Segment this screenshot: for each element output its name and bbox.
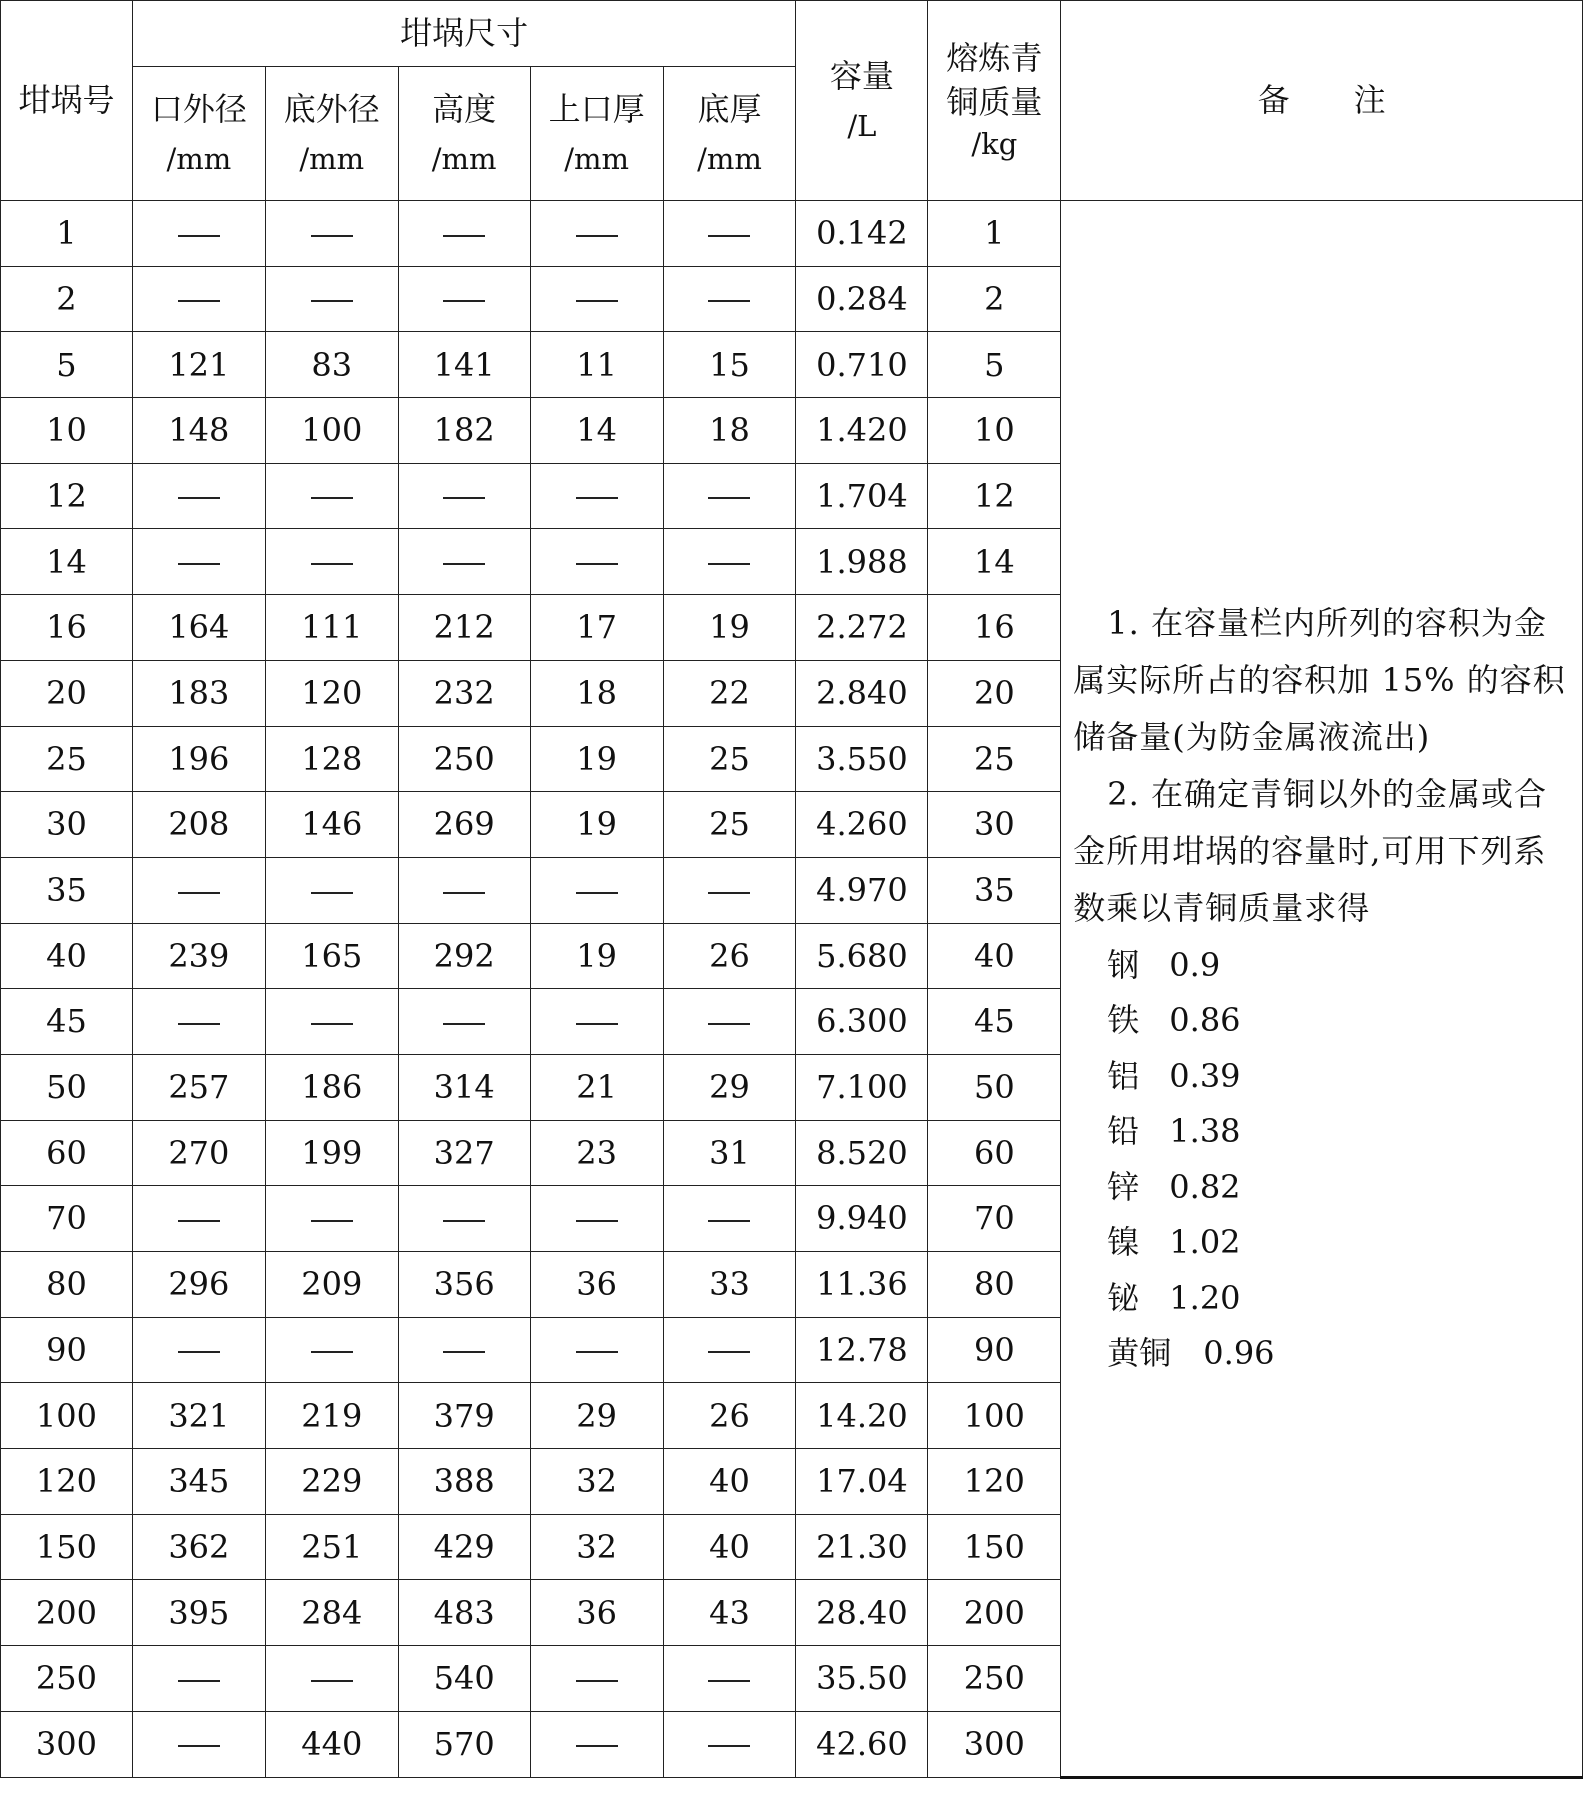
header-col-label: 口外径 [150, 89, 247, 128]
cell-capacity: 8.520 [796, 1120, 928, 1186]
cell-top-thick: 18 [530, 660, 663, 726]
cell-height: 570 [398, 1711, 530, 1777]
cell-capacity: 3.550 [796, 726, 928, 792]
cell-no: 300 [1, 1711, 133, 1777]
cell-mass: 1 [928, 201, 1061, 267]
cell-capacity: 42.60 [796, 1711, 928, 1777]
remarks-content [1073, 595, 1572, 1381]
cell-top-thick [530, 529, 663, 595]
cell-outer-top [132, 529, 265, 595]
cell-height: 314 [398, 1054, 530, 1120]
cell-bottom-thick [663, 201, 796, 267]
cell-mass: 250 [928, 1646, 1061, 1712]
cell-no: 200 [1, 1580, 133, 1646]
cell-outer-bottom: 229 [265, 1449, 398, 1515]
cell-capacity: 11.36 [796, 1252, 928, 1318]
cell-outer-top [132, 463, 265, 529]
cell-mass: 16 [928, 595, 1061, 661]
cell-mass: 14 [928, 529, 1061, 595]
coefficient-value: 0.82 [1169, 1167, 1241, 1206]
empty-dash [443, 497, 485, 499]
empty-dash [708, 1745, 750, 1747]
cell-height: 141 [398, 332, 530, 398]
empty-dash [708, 892, 750, 894]
cell-no: 20 [1, 660, 133, 726]
cell-height: 269 [398, 792, 530, 858]
coefficient-item [1073, 1048, 1572, 1104]
cell-bottom-thick [663, 529, 796, 595]
empty-dash [443, 1220, 485, 1222]
cell-no: 35 [1, 857, 133, 923]
empty-dash [443, 1351, 485, 1353]
cell-no: 30 [1, 792, 133, 858]
coefficient-metal: 镍 [1107, 1223, 1140, 1262]
cell-capacity: 4.970 [796, 857, 928, 923]
cell-top-thick [530, 1186, 663, 1252]
cell-height [398, 1317, 530, 1383]
cell-bottom-thick: 15 [663, 332, 796, 398]
cell-capacity: 1.420 [796, 398, 928, 464]
cell-height: 327 [398, 1120, 530, 1186]
empty-dash [576, 300, 618, 302]
header-bronze-mass-unit: /kg [971, 127, 1018, 162]
header-capacity-unit: /L [847, 109, 877, 144]
cell-outer-bottom: 146 [265, 792, 398, 858]
header-bronze-mass-line2: 铜质量 [946, 83, 1043, 122]
empty-dash [443, 563, 485, 565]
cell-outer-bottom: 100 [265, 398, 398, 464]
empty-dash [708, 1220, 750, 1222]
table-body [1, 201, 1583, 1778]
cell-bottom-thick: 19 [663, 595, 796, 661]
empty-dash [576, 1351, 618, 1353]
cell-top-thick: 19 [530, 792, 663, 858]
empty-dash [576, 235, 618, 237]
cell-no: 100 [1, 1383, 133, 1449]
cell-top-thick [530, 463, 663, 529]
cell-bottom-thick [663, 1646, 796, 1712]
empty-dash [178, 1351, 220, 1353]
cell-bottom-thick: 40 [663, 1514, 796, 1580]
cell-mass: 80 [928, 1252, 1061, 1318]
coefficient-value: 0.86 [1169, 1001, 1241, 1040]
cell-outer-top [132, 1317, 265, 1383]
cell-outer-top [132, 857, 265, 923]
cell-no: 2 [1, 266, 133, 332]
cell-top-thick [530, 1711, 663, 1777]
cell-no: 25 [1, 726, 133, 792]
coefficient-metal: 铅 [1107, 1112, 1140, 1151]
cell-bottom-thick [663, 989, 796, 1055]
table-row [1, 201, 1583, 267]
cell-outer-bottom [265, 1646, 398, 1712]
empty-dash [311, 892, 353, 894]
empty-dash [311, 497, 353, 499]
coefficient-value: 0.96 [1203, 1334, 1275, 1373]
cell-outer-top: 296 [132, 1252, 265, 1318]
cell-outer-top: 239 [132, 923, 265, 989]
cell-outer-top [132, 1646, 265, 1712]
cell-outer-top: 208 [132, 792, 265, 858]
cell-capacity: 28.40 [796, 1580, 928, 1646]
cell-outer-top [132, 201, 265, 267]
cell-outer-top: 270 [132, 1120, 265, 1186]
cell-capacity: 12.78 [796, 1317, 928, 1383]
cell-height [398, 857, 530, 923]
coefficient-metal: 钢 [1107, 945, 1140, 984]
cell-mass: 2 [928, 266, 1061, 332]
cell-no: 16 [1, 595, 133, 661]
empty-dash [443, 235, 485, 237]
empty-dash [178, 300, 220, 302]
cell-capacity: 14.20 [796, 1383, 928, 1449]
cell-mass: 120 [928, 1449, 1061, 1515]
cell-no: 80 [1, 1252, 133, 1318]
cell-outer-bottom: 83 [265, 332, 398, 398]
cell-bottom-thick [663, 1317, 796, 1383]
empty-dash [576, 1680, 618, 1682]
cell-top-thick [530, 266, 663, 332]
cell-capacity: 7.100 [796, 1054, 928, 1120]
empty-dash [311, 1680, 353, 1682]
cell-height: 540 [398, 1646, 530, 1712]
empty-dash [708, 497, 750, 499]
header-bronze-mass-line1: 熔炼青 [946, 38, 1043, 77]
empty-dash [708, 563, 750, 565]
empty-dash [443, 1023, 485, 1025]
cell-capacity: 0.142 [796, 201, 928, 267]
cell-mass: 100 [928, 1383, 1061, 1449]
empty-dash [708, 1680, 750, 1682]
cell-height: 356 [398, 1252, 530, 1318]
coefficient-item [1073, 1270, 1572, 1326]
cell-outer-bottom [265, 989, 398, 1055]
cell-outer-top: 395 [132, 1580, 265, 1646]
cell-mass: 90 [928, 1317, 1061, 1383]
cell-bottom-thick [663, 857, 796, 923]
coefficient-list [1073, 937, 1572, 1381]
header-outer-top-diameter [132, 67, 265, 201]
cell-outer-bottom: 209 [265, 1252, 398, 1318]
cell-bottom-thick [663, 1711, 796, 1777]
cell-capacity: 2.840 [796, 660, 928, 726]
cell-no: 150 [1, 1514, 133, 1580]
header-crucible-size-group: 坩埚尺寸 [132, 1, 796, 67]
empty-dash [708, 235, 750, 237]
cell-no: 5 [1, 332, 133, 398]
cell-outer-bottom [265, 857, 398, 923]
cell-top-thick: 29 [530, 1383, 663, 1449]
cell-height: 250 [398, 726, 530, 792]
cell-height [398, 201, 530, 267]
cell-top-thick: 32 [530, 1449, 663, 1515]
empty-dash [443, 300, 485, 302]
cell-mass: 300 [928, 1711, 1061, 1777]
cell-top-thick: 11 [530, 332, 663, 398]
cell-outer-top: 121 [132, 332, 265, 398]
cell-top-thick: 19 [530, 923, 663, 989]
cell-outer-bottom: 440 [265, 1711, 398, 1777]
cell-no: 70 [1, 1186, 133, 1252]
cell-outer-bottom: 199 [265, 1120, 398, 1186]
cell-height: 483 [398, 1580, 530, 1646]
header-capacity-label: 容量 [829, 56, 894, 95]
empty-dash [178, 497, 220, 499]
cell-outer-bottom: 120 [265, 660, 398, 726]
cell-mass: 25 [928, 726, 1061, 792]
cell-top-thick [530, 1317, 663, 1383]
cell-top-thick: 32 [530, 1514, 663, 1580]
cell-bottom-thick [663, 266, 796, 332]
cell-mass: 50 [928, 1054, 1061, 1120]
cell-bottom-thick [663, 463, 796, 529]
cell-outer-top [132, 1186, 265, 1252]
header-col-label: 高度 [432, 89, 497, 128]
cell-top-thick: 23 [530, 1120, 663, 1186]
cell-outer-bottom: 219 [265, 1383, 398, 1449]
cell-mass: 30 [928, 792, 1061, 858]
cell-outer-bottom [265, 529, 398, 595]
cell-height: 388 [398, 1449, 530, 1515]
cell-bottom-thick: 33 [663, 1252, 796, 1318]
coefficient-item [1073, 1326, 1572, 1382]
empty-dash [708, 1351, 750, 1353]
cell-outer-bottom: 128 [265, 726, 398, 792]
header-outer-bottom-diameter [265, 67, 398, 201]
cell-height [398, 463, 530, 529]
cell-capacity: 0.710 [796, 332, 928, 398]
cell-mass: 200 [928, 1580, 1061, 1646]
cell-mass: 5 [928, 332, 1061, 398]
cell-bottom-thick: 29 [663, 1054, 796, 1120]
empty-dash [178, 563, 220, 565]
header-col-unit: /mm [697, 142, 762, 177]
cell-outer-bottom: 165 [265, 923, 398, 989]
coefficient-item [1073, 1215, 1572, 1271]
empty-dash [311, 300, 353, 302]
cell-outer-top [132, 989, 265, 1055]
remarks-note-1: 1. 在容量栏内所列的容积为金属实际所占的容积加 15% 的容积储备量(为防金属液流出) [1073, 604, 1566, 757]
coefficient-item [1073, 993, 1572, 1049]
cell-no: 45 [1, 989, 133, 1055]
cell-bottom-thick: 40 [663, 1449, 796, 1515]
header-col-unit: /mm [564, 142, 629, 177]
cell-bottom-thick: 25 [663, 726, 796, 792]
coefficient-value: 0.9 [1169, 945, 1221, 984]
cell-outer-top [132, 1711, 265, 1777]
header-col-unit: /mm [166, 142, 232, 177]
empty-dash [311, 563, 353, 565]
cell-capacity: 6.300 [796, 989, 928, 1055]
coefficient-value: 1.20 [1169, 1278, 1241, 1317]
empty-dash [178, 892, 220, 894]
cell-top-thick [530, 1646, 663, 1712]
coefficient-item [1073, 937, 1572, 993]
cell-mass: 45 [928, 989, 1061, 1055]
empty-dash [178, 1745, 220, 1747]
cell-outer-bottom: 251 [265, 1514, 398, 1580]
cell-mass: 35 [928, 857, 1061, 923]
cell-outer-bottom: 284 [265, 1580, 398, 1646]
cell-top-thick: 36 [530, 1580, 663, 1646]
empty-dash [311, 235, 353, 237]
cell-capacity: 21.30 [796, 1514, 928, 1580]
empty-dash [708, 1023, 750, 1025]
cell-height: 429 [398, 1514, 530, 1580]
cell-outer-top: 183 [132, 660, 265, 726]
empty-dash [576, 563, 618, 565]
cell-mass: 12 [928, 463, 1061, 529]
header-col-label: 底外径 [283, 89, 380, 128]
empty-dash [178, 1680, 220, 1682]
header-remarks: 备 注 [1061, 1, 1583, 201]
cell-bottom-thick: 22 [663, 660, 796, 726]
coefficient-value: 1.38 [1169, 1112, 1241, 1151]
cell-top-thick: 17 [530, 595, 663, 661]
empty-dash [311, 1023, 353, 1025]
cell-height [398, 1186, 530, 1252]
empty-dash [178, 235, 220, 237]
coefficient-item [1073, 1159, 1572, 1215]
cell-mass: 10 [928, 398, 1061, 464]
cell-top-thick [530, 857, 663, 923]
cell-outer-top: 257 [132, 1054, 265, 1120]
coefficient-value: 0.39 [1169, 1056, 1241, 1095]
cell-no: 120 [1, 1449, 133, 1515]
header-capacity [796, 1, 928, 201]
cell-capacity: 1.988 [796, 529, 928, 595]
empty-dash [576, 1023, 618, 1025]
empty-dash [576, 1220, 618, 1222]
cell-outer-bottom [265, 1317, 398, 1383]
cell-outer-bottom [265, 1186, 398, 1252]
cell-outer-top: 362 [132, 1514, 265, 1580]
cell-outer-top: 196 [132, 726, 265, 792]
header-col-label: 底厚 [697, 89, 762, 128]
cell-capacity: 9.940 [796, 1186, 928, 1252]
cell-no: 14 [1, 529, 133, 595]
header-height [398, 67, 530, 201]
cell-no: 10 [1, 398, 133, 464]
empty-dash [443, 892, 485, 894]
header-col-label: 上口厚 [548, 89, 645, 128]
header-bronze-mass [928, 1, 1061, 201]
coefficient-metal: 黄铜 [1107, 1334, 1172, 1373]
cell-capacity: 17.04 [796, 1449, 928, 1515]
empty-dash [576, 1745, 618, 1747]
cell-no: 250 [1, 1646, 133, 1712]
coefficient-item [1073, 1104, 1572, 1160]
cell-no: 12 [1, 463, 133, 529]
cell-top-thick [530, 989, 663, 1055]
cell-height [398, 989, 530, 1055]
cell-capacity: 5.680 [796, 923, 928, 989]
cell-outer-bottom [265, 266, 398, 332]
cell-top-thick: 36 [530, 1252, 663, 1318]
cell-height [398, 266, 530, 332]
cell-no: 40 [1, 923, 133, 989]
cell-top-thick: 14 [530, 398, 663, 464]
cell-capacity: 0.284 [796, 266, 928, 332]
header-crucible-no: 坩埚号 [1, 1, 133, 201]
cell-bottom-thick: 25 [663, 792, 796, 858]
cell-height: 232 [398, 660, 530, 726]
cell-outer-bottom [265, 463, 398, 529]
coefficient-value: 1.02 [1169, 1223, 1241, 1262]
empty-dash [178, 1023, 220, 1025]
cell-outer-top: 164 [132, 595, 265, 661]
empty-dash [311, 1351, 353, 1353]
cell-top-thick [530, 201, 663, 267]
cell-mass: 40 [928, 923, 1061, 989]
cell-outer-top: 345 [132, 1449, 265, 1515]
cell-mass: 70 [928, 1186, 1061, 1252]
cell-mass: 150 [928, 1514, 1061, 1580]
cell-no: 50 [1, 1054, 133, 1120]
header-col-unit: /mm [299, 142, 365, 177]
cell-mass: 20 [928, 660, 1061, 726]
cell-capacity: 4.260 [796, 792, 928, 858]
cell-top-thick: 21 [530, 1054, 663, 1120]
cell-bottom-thick: 18 [663, 398, 796, 464]
empty-dash [178, 1220, 220, 1222]
cell-capacity: 1.704 [796, 463, 928, 529]
header-top-thickness [530, 67, 663, 201]
empty-dash [311, 1220, 353, 1222]
empty-dash [576, 497, 618, 499]
cell-bottom-thick [663, 1186, 796, 1252]
remarks-note-2: 2. 在确定青铜以外的金属或合金所用坩埚的容量时,可用下列系数乘以青铜质量求得 [1073, 775, 1547, 928]
header-bottom-thickness [663, 67, 796, 201]
header-col-unit: /mm [431, 142, 497, 177]
cell-height: 212 [398, 595, 530, 661]
coefficient-metal: 铋 [1107, 1278, 1140, 1317]
coefficient-metal: 铁 [1107, 1001, 1140, 1040]
cell-outer-top: 321 [132, 1383, 265, 1449]
cell-outer-bottom: 186 [265, 1054, 398, 1120]
cell-height [398, 529, 530, 595]
cell-no: 1 [1, 201, 133, 267]
cell-no: 60 [1, 1120, 133, 1186]
empty-dash [576, 892, 618, 894]
cell-bottom-thick: 43 [663, 1580, 796, 1646]
cell-no: 90 [1, 1317, 133, 1383]
cell-outer-bottom [265, 201, 398, 267]
cell-height: 379 [398, 1383, 530, 1449]
cell-outer-top [132, 266, 265, 332]
remarks-cell [1061, 201, 1583, 1778]
coefficient-metal: 铝 [1107, 1056, 1140, 1095]
cell-outer-bottom: 111 [265, 595, 398, 661]
cell-mass: 60 [928, 1120, 1061, 1186]
cell-bottom-thick: 26 [663, 923, 796, 989]
cell-bottom-thick: 31 [663, 1120, 796, 1186]
cell-height: 182 [398, 398, 530, 464]
cell-height: 292 [398, 923, 530, 989]
coefficient-metal: 锌 [1107, 1167, 1140, 1206]
cell-capacity: 2.272 [796, 595, 928, 661]
cell-bottom-thick: 26 [663, 1383, 796, 1449]
cell-outer-top: 148 [132, 398, 265, 464]
cell-top-thick: 19 [530, 726, 663, 792]
cell-capacity: 35.50 [796, 1646, 928, 1712]
empty-dash [708, 300, 750, 302]
